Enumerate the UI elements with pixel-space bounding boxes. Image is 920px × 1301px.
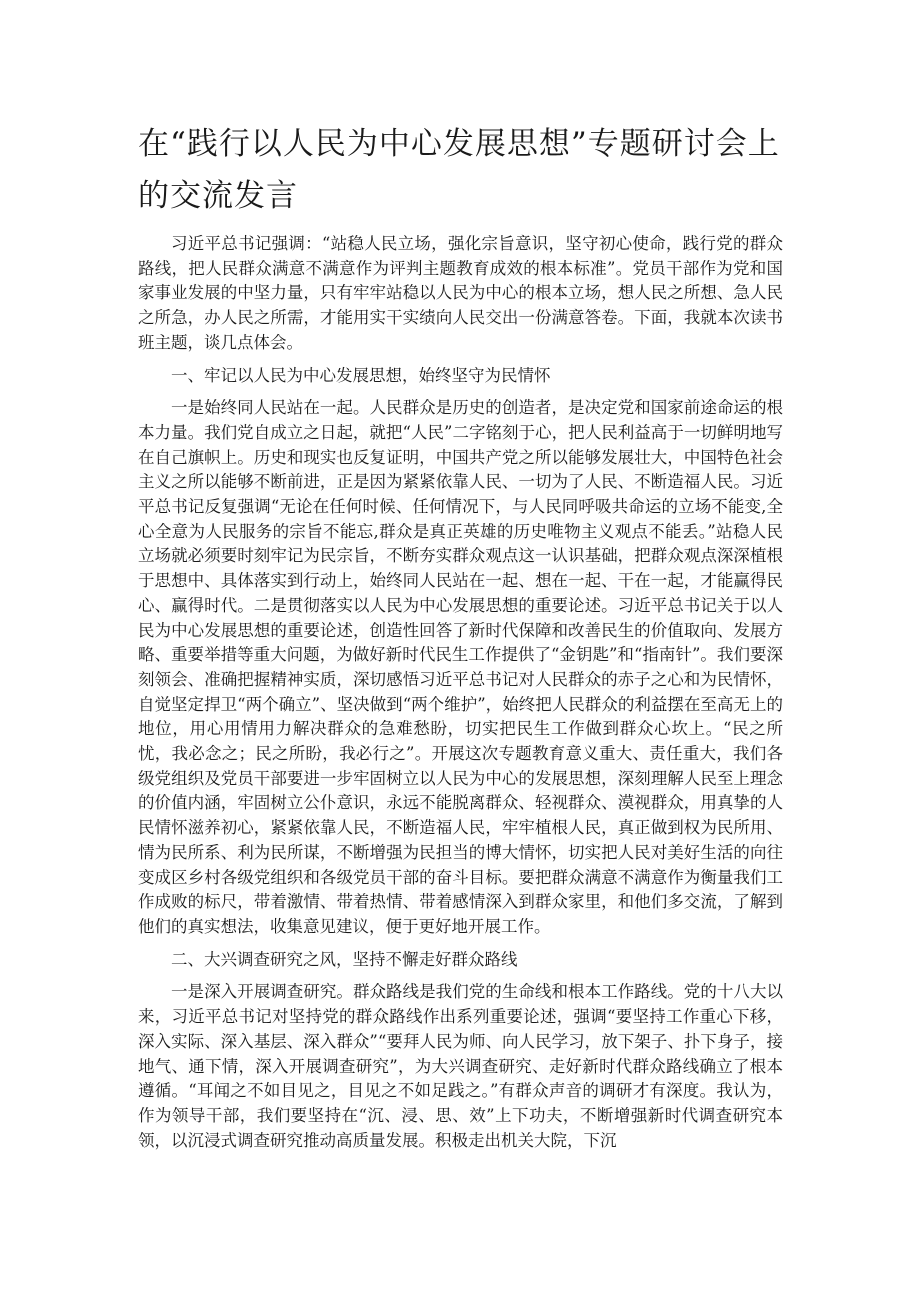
section-2-body: 一是深入开展调查研究。群众路线是我们党的生命线和根本工作路线。党的十八大以来，习近平总书记对坚持党的群众路线作出系列重要论述，强调“要坚持工作重心下移，深入实际、深入基层、深入群众”“要拜人民为师、向人民学习，放下架子、扑下身子，接地气、通下情，深入开展调查研究”，为大兴调查研究、走好新时代群众路线确立了根本遵循。“耳闻之不如目见之，目见之不如足践之。”有群众声音的调研才有深度。我认为，作为领导干部，我们要坚持在“沉、浸、思、效”上下功夫，不断增强新时代调查研究本领，以沉浸式调查研究推动高质量发展。积极走出机关大院，下沉 (138, 982, 783, 1150)
document-page (138, 118, 783, 1161)
section-heading-2: 二、大兴调查研究之风，坚持不懈走好群众路线 (171, 949, 518, 969)
section-1-body: 一是始终同人民站在一起。人民群众是历史的创造者，是决定党和国家前途命运的根本力量。我们党自成立之日起，就把“人民”二字铭刻于心，把人民利益高于一切鲜明地写在自己旗帜上。历史和现实也反复证明，中国共产党之所以能够发展壮大，中国特色社会主义之所以能够不断前进，正是因为紧紧依靠人民、一切为了人民、不断造福人民。习近平总书记反复强调“无论在任何时候、任何情况下，与人民同呼吸共命运的立场不能变,全心全意为人民服务的宗旨不能忘,群众是真正英雄的历史唯物主义观点不能丢。”站稳人民立场就必须要时刻牢记为民宗旨，不断夯实群众观点这一认识基础，把群众观点深深植根于思想中、具体落实到行动上，始终同人民站在一起、想在一起、干在一起，才能赢得民心、赢得时代。二是贯彻落实以人民为中心发展思想的重要论述。习近平总书记关于以人民为中心发展思想的重要论述，创造性回答了新时代保障和改善民生的价值取向、发展方略、重要举措等重大问题，为做好新时代民生工作提供了“金钥匙”和“指南针”。我们要深刻领会、准确把握精神实质，深切感悟习近平总书记对人民群众的赤子之心和为民情怀，自觉坚定捍卫“两个确立”、坚决做到“两个维护”，始终把人民群众的利益摆在至高无上的地位，用心用情用力解决群众的急难愁盼，切实把民生工作做到群众心坎上。“民之所忧，我必念之；民之所盼，我必行之”。开展这次专题教育意义重大、责任重大，我们各级党组织及党员干部要进一步牢固树立以人民为中心的发展思想，深刻理解人民至上理念的价值内涵，牢固树立公仆意识，永远不能脱离群众、轻视群众、漠视群众，用真挚的人民情怀滋养初心，紧紧依靠人民，不断造福人民，牢牢植根人民，真正做到权为民所用、情为民所系、利为民所谋，不断增强为民担当的博大情怀，切实把人民对美好生活的向往变成区乡村各级党组织和各级党员干部的奋斗目标。要把群众满意不满意作为衡量我们工作成败的标尺，带着激情、带着热情、带着感情深入到群众家里，和他们多交流，了解到他们的真实想法，收集意见建议，便于更好地开展工作。 (138, 398, 783, 936)
section-heading-1: 一、牢记以人民为中心发展思想，始终坚守为民情怀 (171, 365, 551, 385)
intro-paragraph: 习近平总书记强调：“站稳人民立场，强化宗旨意识，坚守初心使命，践行党的群众路线，把人民群众满意不满意作为评判主题教育成效的根本标准”。党员干部作为党和国家事业发展的中坚力量，只有牢牢站稳以人民为中心的根本立场，想人民之所想、急人民之所急，办人民之所需，才能用实干实绩向人民交出一份满意答卷。下面，我就本次读书班主题，谈几点体会。 (138, 234, 783, 352)
document-title: 在“践行以人民为中心发展思想”专题研讨会上的交流发言 (138, 126, 780, 214)
